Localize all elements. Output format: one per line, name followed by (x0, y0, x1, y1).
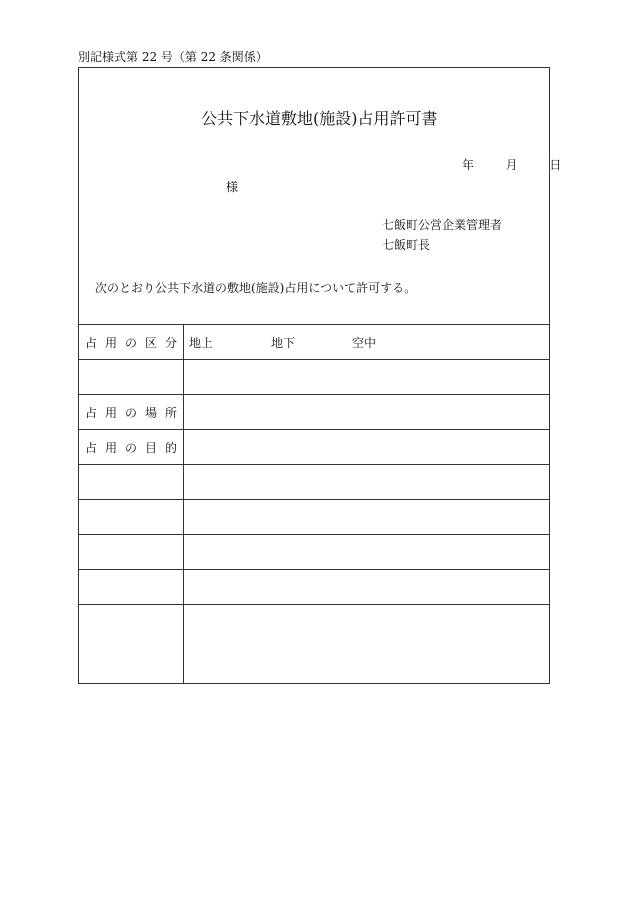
addressee-suffix: 様 (226, 180, 239, 194)
form-header (79, 68, 562, 324)
date-line (462, 156, 561, 173)
table-top-rule (79, 324, 549, 325)
row-divider (79, 499, 549, 500)
date-day: 日 (549, 158, 562, 172)
row-divider (79, 359, 549, 360)
row-divider (79, 534, 549, 535)
label-category: 占 用 の 区 分 (85, 336, 177, 350)
row-divider (79, 394, 549, 395)
document-title: 公共下水道敷地(施設)占用許可書 (201, 109, 438, 128)
row-divider (79, 429, 549, 430)
row-divider (79, 464, 549, 465)
issuer-name: 七飯町長 (382, 238, 431, 252)
row-divider (79, 569, 549, 570)
category-above-ground: 地上 (189, 336, 214, 350)
label-location: 占 用 の 場 所 (85, 406, 177, 420)
form-number: 別記様式第 22 号（第 22 条関係） (78, 50, 268, 64)
category-underground: 地下 (271, 336, 296, 350)
permit-form (78, 67, 562, 684)
date-year: 年 (462, 158, 475, 172)
row-divider (79, 604, 549, 605)
issuer-title: 七飯町公営企業管理者 (382, 218, 503, 232)
permit-statement: 次のとおり公共下水道の敷地(施設)占用について許可する。 (95, 281, 417, 295)
date-month: 月 (505, 158, 518, 172)
label-purpose-row: 占 用 の 目 的 (85, 441, 177, 455)
category-aerial: 空中 (352, 336, 377, 350)
label-column-divider (183, 324, 184, 683)
